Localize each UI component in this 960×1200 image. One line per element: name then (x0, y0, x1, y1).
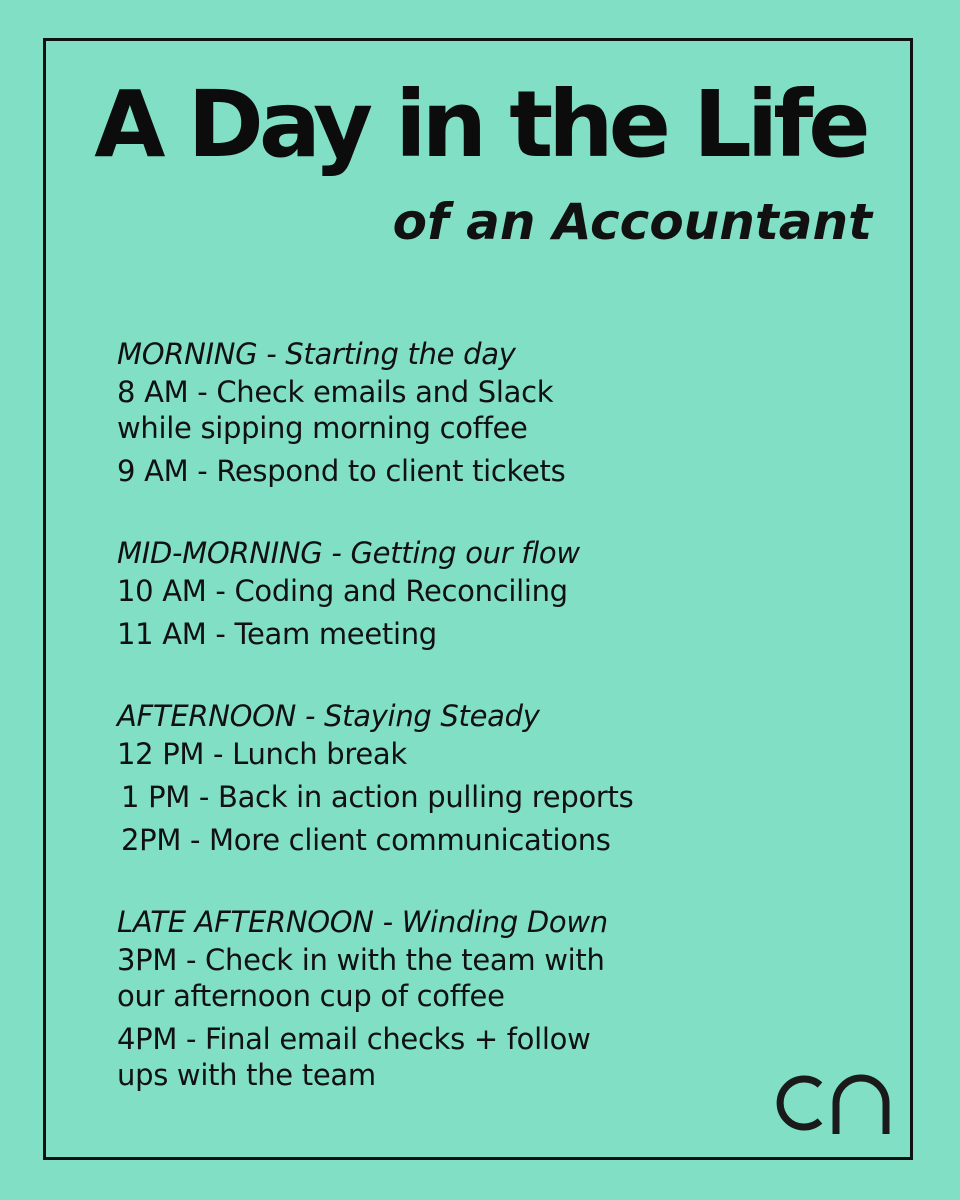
page-title: A Day in the Life (94, 71, 866, 178)
section-late-afternoon (117, 902, 757, 1093)
logo-letter-a (836, 1078, 886, 1134)
schedule-entry: 8 AM - Check emails and Slack while sipping morning coffee (117, 375, 554, 445)
schedule-entry: 11 AM - Team meeting (117, 617, 437, 651)
ca-logo-icon (768, 1068, 890, 1138)
section-heading: MID-MORNING - Getting our flow (117, 536, 580, 570)
schedule-entry: 1 PM - Back in action pulling reports (121, 780, 634, 814)
schedule-entry: 10 AM - Coding and Reconciling (117, 574, 568, 608)
section-afternoon (117, 696, 757, 858)
section-mid-morning (117, 533, 757, 652)
schedule-entry: 2PM - More client communications (121, 823, 611, 857)
page-subtitle: of an Accountant (392, 193, 872, 251)
schedule-entry: 3PM - Check in with the team with our afternoon cup of coffee (117, 943, 605, 1013)
section-heading: MORNING - Starting the day (117, 337, 516, 371)
schedule (117, 334, 757, 1137)
schedule-entry: 9 AM - Respond to client tickets (117, 454, 566, 488)
schedule-entry: 4PM - Final email checks + follow ups with the team (117, 1022, 591, 1092)
section-heading: LATE AFTERNOON - Winding Down (117, 905, 608, 939)
schedule-entry: 12 PM - Lunch break (117, 737, 407, 771)
section-morning (117, 334, 757, 489)
section-heading: AFTERNOON - Staying Steady (117, 699, 540, 733)
logo-letter-c (780, 1079, 820, 1127)
